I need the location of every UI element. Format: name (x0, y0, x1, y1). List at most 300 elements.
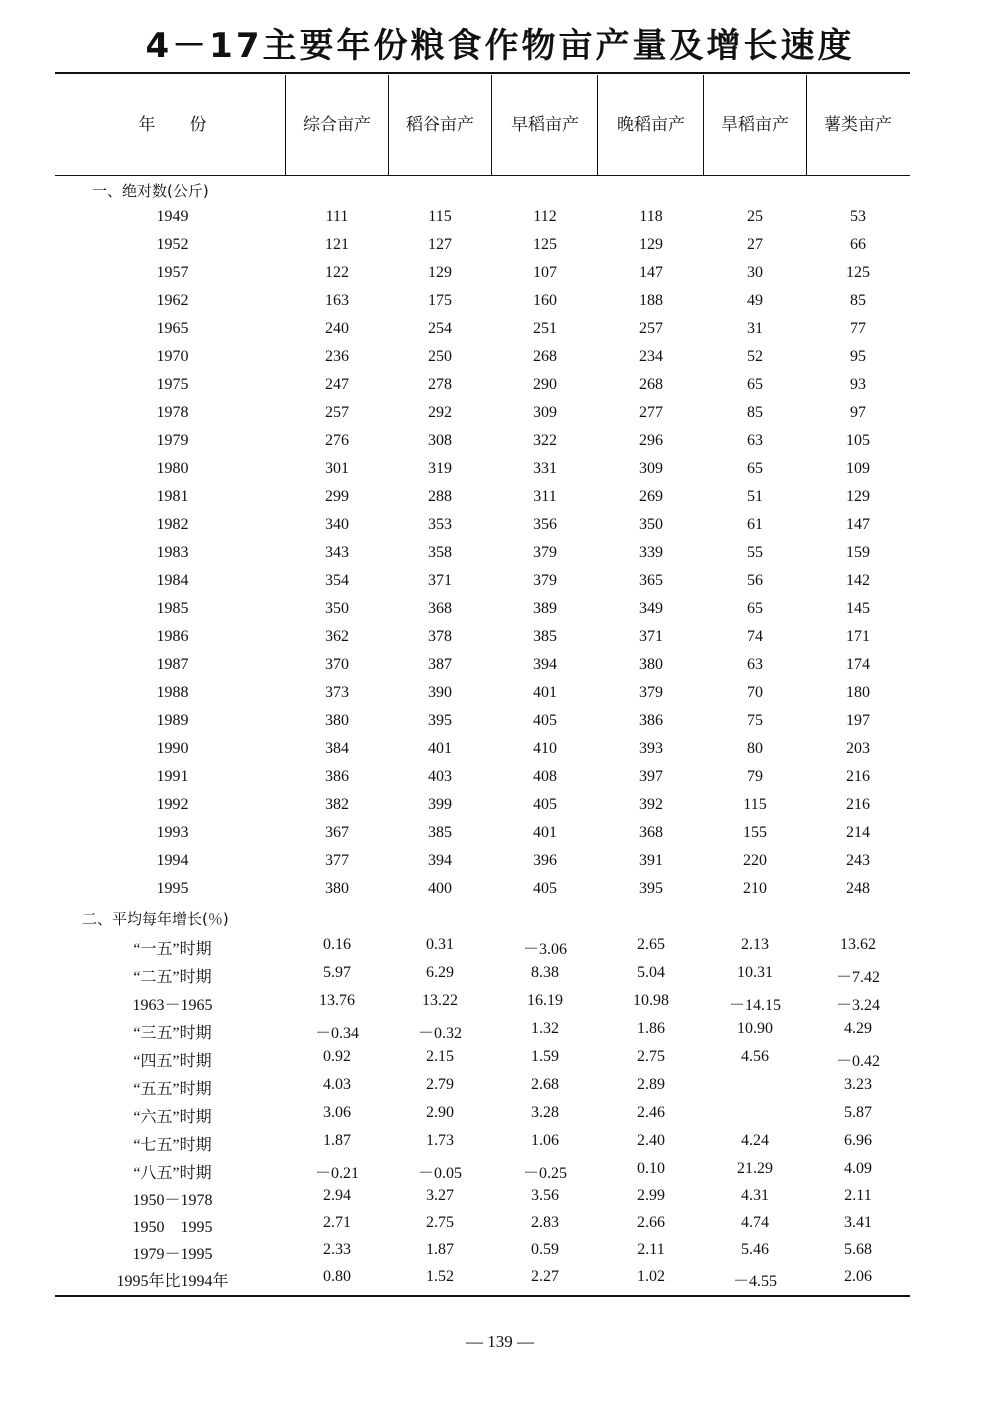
table-row (0, 428, 1000, 456)
cell: 27 (747, 236, 763, 253)
cell: 2.68 (531, 1076, 559, 1093)
cell: 0.80 (323, 1268, 351, 1285)
cell: 2.11 (637, 1241, 665, 1258)
cell: 379 (533, 544, 557, 561)
cell: 171 (846, 628, 870, 645)
cell: 2.90 (426, 1104, 454, 1121)
table-row (0, 820, 1000, 848)
cell: 378 (428, 628, 452, 645)
cell: 5.04 (637, 964, 665, 981)
cell: 385 (533, 628, 557, 645)
table-row (0, 708, 1000, 736)
header-divider (806, 75, 807, 175)
cell: 122 (325, 264, 349, 281)
cell: 65 (747, 460, 763, 477)
cell: 1.87 (426, 1241, 454, 1258)
cell: 370 (325, 656, 349, 673)
cell: 2.75 (426, 1214, 454, 1231)
cell: 390 (428, 684, 452, 701)
cell: 339 (639, 544, 663, 561)
cell: 63 (747, 432, 763, 449)
table-row (0, 680, 1000, 708)
header-early-rice-yield: 早稻亩产 (511, 115, 579, 135)
row-label: 1957 (156, 264, 189, 281)
cell: 393 (639, 740, 663, 757)
cell: 353 (428, 516, 452, 533)
cell: 125 (846, 264, 870, 281)
cell: 377 (325, 852, 349, 869)
cell: 203 (846, 740, 870, 757)
cell: 2.75 (637, 1048, 665, 1065)
cell: 115 (743, 796, 767, 813)
section-label: 一、绝对数(公斤) (92, 182, 209, 200)
row-label: 1978 (156, 404, 189, 421)
cell: 405 (533, 796, 557, 813)
cell: 25 (747, 208, 763, 225)
cell: 4.74 (741, 1214, 769, 1231)
row-label: 1950－1978 (132, 1192, 213, 1209)
cell: 21.29 (737, 1160, 773, 1177)
cell: 301 (325, 460, 349, 477)
cell: 309 (639, 460, 663, 477)
cell: 53 (850, 208, 866, 225)
cell: 362 (325, 628, 349, 645)
row-label: 1952 (156, 236, 189, 253)
cell: 3.06 (323, 1104, 351, 1121)
row-label: 1988 (156, 684, 189, 701)
cell: 65 (747, 600, 763, 617)
table-row (0, 512, 1000, 540)
header-divider (597, 75, 598, 175)
cell: 379 (533, 572, 557, 589)
cell: 1.02 (637, 1268, 665, 1285)
cell: 1.06 (531, 1132, 559, 1149)
cell: 2.33 (323, 1241, 351, 1258)
cell: 379 (639, 684, 663, 701)
cell: 0.16 (323, 936, 351, 953)
cell: 2.46 (637, 1104, 665, 1121)
header-divider (285, 75, 286, 175)
cell: 1.32 (531, 1020, 559, 1037)
cell: 216 (846, 768, 870, 785)
cell: 395 (428, 712, 452, 729)
row-label: 1994 (156, 852, 189, 869)
cell: 2.13 (741, 936, 769, 953)
cell: 5.46 (741, 1241, 769, 1258)
table-row (0, 344, 1000, 372)
cell: 52 (747, 348, 763, 365)
cell: 365 (639, 572, 663, 589)
cell: 1.86 (637, 1020, 665, 1037)
row-label: 1965 (156, 320, 189, 337)
header-rice-yield: 稻谷亩产 (406, 115, 474, 135)
cell: 251 (533, 320, 557, 337)
cell: 2.15 (426, 1048, 454, 1065)
cell: 268 (639, 376, 663, 393)
cell: 319 (428, 460, 452, 477)
cell: 343 (325, 544, 349, 561)
cell: 380 (639, 656, 663, 673)
cell: 155 (743, 824, 767, 841)
row-label: “二五”时期 (133, 969, 212, 986)
cell: 405 (533, 712, 557, 729)
cell: 85 (747, 404, 763, 421)
cell: 276 (325, 432, 349, 449)
cell: 147 (846, 516, 870, 533)
cell: －4.55 (732, 1273, 777, 1290)
cell: 112 (533, 208, 557, 225)
cell: 0.31 (426, 936, 454, 953)
cell: 288 (428, 488, 452, 505)
cell: 188 (639, 292, 663, 309)
cell: 2.89 (637, 1076, 665, 1093)
table-bottom-rule (55, 1295, 910, 1297)
cell: 2.65 (637, 936, 665, 953)
cell: 371 (639, 628, 663, 645)
cell: 2.99 (637, 1187, 665, 1204)
cell: 257 (639, 320, 663, 337)
header-year: 年 份 (138, 115, 207, 135)
row-label: 1975 (156, 376, 189, 393)
cell: 292 (428, 404, 452, 421)
row-label: 1989 (156, 712, 189, 729)
cell: 254 (428, 320, 452, 337)
cell: 63 (747, 656, 763, 673)
cell: 97 (850, 404, 866, 421)
cell: 77 (850, 320, 866, 337)
table-row (0, 652, 1000, 680)
cell: 277 (639, 404, 663, 421)
cell: 401 (533, 824, 557, 841)
header-divider (491, 75, 492, 175)
table-row (0, 596, 1000, 624)
cell: 10.31 (737, 964, 773, 981)
cell: 65 (747, 376, 763, 393)
cell: 268 (533, 348, 557, 365)
cell: 389 (533, 600, 557, 617)
cell: 308 (428, 432, 452, 449)
cell: 2.11 (844, 1187, 872, 1204)
cell: 127 (428, 236, 452, 253)
cell: 278 (428, 376, 452, 393)
table-row (0, 288, 1000, 316)
cell: 405 (533, 880, 557, 897)
cell: 66 (850, 236, 866, 253)
cell: 2.06 (844, 1268, 872, 1285)
cell: －14.15 (728, 997, 781, 1014)
cell: －3.24 (835, 997, 880, 1014)
cell: 408 (533, 768, 557, 785)
cell: 322 (533, 432, 557, 449)
table-top-rule (55, 72, 910, 74)
cell: 30 (747, 264, 763, 281)
cell: 4.03 (323, 1076, 351, 1093)
cell: 2.66 (637, 1214, 665, 1231)
cell: 95 (850, 348, 866, 365)
cell: －0.32 (417, 1025, 462, 1042)
cell: －7.42 (835, 969, 880, 986)
row-label: “三五”时期 (133, 1025, 212, 1042)
cell: 0.59 (531, 1241, 559, 1258)
cell: 356 (533, 516, 557, 533)
cell: 85 (850, 292, 866, 309)
header-tuber-yield: 薯类亩产 (824, 115, 892, 135)
row-label: 1986 (156, 628, 189, 645)
cell: 129 (639, 236, 663, 253)
table-row (0, 1128, 1000, 1156)
cell: －0.34 (314, 1025, 359, 1042)
cell: 142 (846, 572, 870, 589)
cell: 220 (743, 852, 767, 869)
header-divider (388, 75, 389, 175)
cell: 403 (428, 768, 452, 785)
table-row (0, 848, 1000, 876)
cell: 1.52 (426, 1268, 454, 1285)
table-row (0, 204, 1000, 232)
row-label: “四五”时期 (133, 1053, 212, 1070)
cell: 115 (428, 208, 452, 225)
cell: 236 (325, 348, 349, 365)
cell: 16.19 (527, 992, 563, 1009)
cell: 299 (325, 488, 349, 505)
row-label: 1992 (156, 796, 189, 813)
cell: 210 (743, 880, 767, 897)
cell: 31 (747, 320, 763, 337)
row-label: 1984 (156, 572, 189, 589)
page-number: — 139 — (466, 1332, 534, 1351)
cell: 3.41 (844, 1214, 872, 1231)
cell: 70 (747, 684, 763, 701)
row-label: 1995年比1994年 (116, 1273, 229, 1290)
cell: 0.10 (637, 1160, 665, 1177)
cell: 109 (846, 460, 870, 477)
cell: 8.38 (531, 964, 559, 981)
cell: 394 (428, 852, 452, 869)
page-title: 4－17主要年份粮食作物亩产量及增长速度 (145, 26, 855, 66)
cell: 10.98 (633, 992, 669, 1009)
table-row (0, 624, 1000, 652)
cell: －0.25 (522, 1165, 567, 1182)
cell: 1.87 (323, 1132, 351, 1149)
row-label: 1962 (156, 292, 189, 309)
cell: 107 (533, 264, 557, 281)
cell: 386 (325, 768, 349, 785)
cell: 396 (533, 852, 557, 869)
cell: 2.83 (531, 1214, 559, 1231)
cell: 247 (325, 376, 349, 393)
cell: 387 (428, 656, 452, 673)
cell: 340 (325, 516, 349, 533)
table-row (0, 736, 1000, 764)
row-label: 1981 (156, 488, 189, 505)
row-label: 1983 (156, 544, 189, 561)
cell: 234 (639, 348, 663, 365)
cell: 197 (846, 712, 870, 729)
cell: 373 (325, 684, 349, 701)
table-row (0, 932, 1000, 960)
cell: 380 (325, 880, 349, 897)
table-row (0, 1016, 1000, 1044)
cell: 2.79 (426, 1076, 454, 1093)
cell: 6.29 (426, 964, 454, 981)
table-row (0, 456, 1000, 484)
cell: 2.94 (323, 1187, 351, 1204)
cell: 214 (846, 824, 870, 841)
row-label: 1950 1995 (132, 1219, 213, 1236)
table-row (0, 540, 1000, 568)
cell: 3.27 (426, 1187, 454, 1204)
cell: 350 (325, 600, 349, 617)
cell: －0.42 (835, 1053, 880, 1070)
table-row (0, 372, 1000, 400)
cell: 80 (747, 740, 763, 757)
row-label: “一五”时期 (133, 941, 212, 958)
row-label: 1987 (156, 656, 189, 673)
cell: 311 (533, 488, 557, 505)
table-row (0, 1100, 1000, 1128)
cell: 368 (639, 824, 663, 841)
cell: 4.29 (844, 1020, 872, 1037)
cell: 331 (533, 460, 557, 477)
cell: 49 (747, 292, 763, 309)
cell: 248 (846, 880, 870, 897)
table-row (0, 1044, 1000, 1072)
row-label: 1949 (156, 208, 189, 225)
cell: 159 (846, 544, 870, 561)
cell: 349 (639, 600, 663, 617)
cell: 410 (533, 740, 557, 757)
cell: 1.59 (531, 1048, 559, 1065)
cell: 367 (325, 824, 349, 841)
cell: 4.24 (741, 1132, 769, 1149)
cell: 296 (639, 432, 663, 449)
cell: 13.62 (840, 936, 876, 953)
cell: 93 (850, 376, 866, 393)
table-row (0, 316, 1000, 344)
table-row (0, 1264, 1000, 1292)
cell: 385 (428, 824, 452, 841)
table-row (0, 260, 1000, 288)
cell: 111 (325, 208, 349, 225)
cell: －0.21 (314, 1165, 359, 1182)
cell: 121 (325, 236, 349, 253)
cell: 358 (428, 544, 452, 561)
cell: 1.73 (426, 1132, 454, 1149)
cell: 382 (325, 796, 349, 813)
cell: 380 (325, 712, 349, 729)
cell: 386 (639, 712, 663, 729)
cell: －0.05 (417, 1165, 462, 1182)
cell: 401 (533, 684, 557, 701)
row-label: 1980 (156, 460, 189, 477)
cell: 309 (533, 404, 557, 421)
cell: 350 (639, 516, 663, 533)
row-label: 1995 (156, 880, 189, 897)
cell: 5.97 (323, 964, 351, 981)
cell: 3.56 (531, 1187, 559, 1204)
cell: 125 (533, 236, 557, 253)
cell: 3.23 (844, 1076, 872, 1093)
cell: 401 (428, 740, 452, 757)
row-label: 1970 (156, 348, 189, 365)
section-heading (0, 176, 1000, 204)
cell: 129 (846, 488, 870, 505)
table-row (0, 1183, 1000, 1211)
cell: 105 (846, 432, 870, 449)
row-label: 1982 (156, 516, 189, 533)
row-label: “八五”时期 (133, 1165, 212, 1182)
cell: 79 (747, 768, 763, 785)
cell: 180 (846, 684, 870, 701)
row-label: 1990 (156, 740, 189, 757)
header-upland-rice-yield: 旱稻亩产 (721, 115, 789, 135)
cell: 174 (846, 656, 870, 673)
cell: 147 (639, 264, 663, 281)
cell: 51 (747, 488, 763, 505)
cell: 384 (325, 740, 349, 757)
row-label: 1963－1965 (132, 997, 213, 1014)
cell: 6.96 (844, 1132, 872, 1149)
cell: 61 (747, 516, 763, 533)
cell: 240 (325, 320, 349, 337)
row-label: 1979 (156, 432, 189, 449)
table-row (0, 1210, 1000, 1238)
cell: 4.31 (741, 1187, 769, 1204)
cell: 368 (428, 600, 452, 617)
cell: 13.76 (319, 992, 355, 1009)
cell: 2.40 (637, 1132, 665, 1149)
cell: －3.06 (522, 941, 567, 958)
cell: 56 (747, 572, 763, 589)
cell: 3.28 (531, 1104, 559, 1121)
cell: 55 (747, 544, 763, 561)
section-label: 二、平均每年增长(％) (82, 910, 229, 928)
cell: 391 (639, 852, 663, 869)
section-heading (0, 904, 1000, 932)
cell: 395 (639, 880, 663, 897)
cell: 400 (428, 880, 452, 897)
table-row (0, 1237, 1000, 1265)
cell: 216 (846, 796, 870, 813)
cell: 257 (325, 404, 349, 421)
cell: 160 (533, 292, 557, 309)
cell: 175 (428, 292, 452, 309)
row-label: “五五”时期 (133, 1081, 212, 1098)
table-row (0, 1156, 1000, 1184)
table-row (0, 232, 1000, 260)
table-row (0, 876, 1000, 904)
cell: 13.22 (422, 992, 458, 1009)
cell: 0.92 (323, 1048, 351, 1065)
row-label: 1979－1995 (132, 1246, 213, 1263)
cell: 392 (639, 796, 663, 813)
header-late-rice-yield: 晚稻亩产 (617, 115, 685, 135)
cell: 5.68 (844, 1241, 872, 1258)
table-row (0, 484, 1000, 512)
cell: 250 (428, 348, 452, 365)
cell: 74 (747, 628, 763, 645)
cell: 269 (639, 488, 663, 505)
table-row (0, 988, 1000, 1016)
cell: 4.09 (844, 1160, 872, 1177)
header-combined-yield: 综合亩产 (303, 115, 371, 135)
cell: 2.71 (323, 1214, 351, 1231)
table-row (0, 764, 1000, 792)
cell: 371 (428, 572, 452, 589)
cell: 2.27 (531, 1268, 559, 1285)
cell: 75 (747, 712, 763, 729)
cell: 399 (428, 796, 452, 813)
